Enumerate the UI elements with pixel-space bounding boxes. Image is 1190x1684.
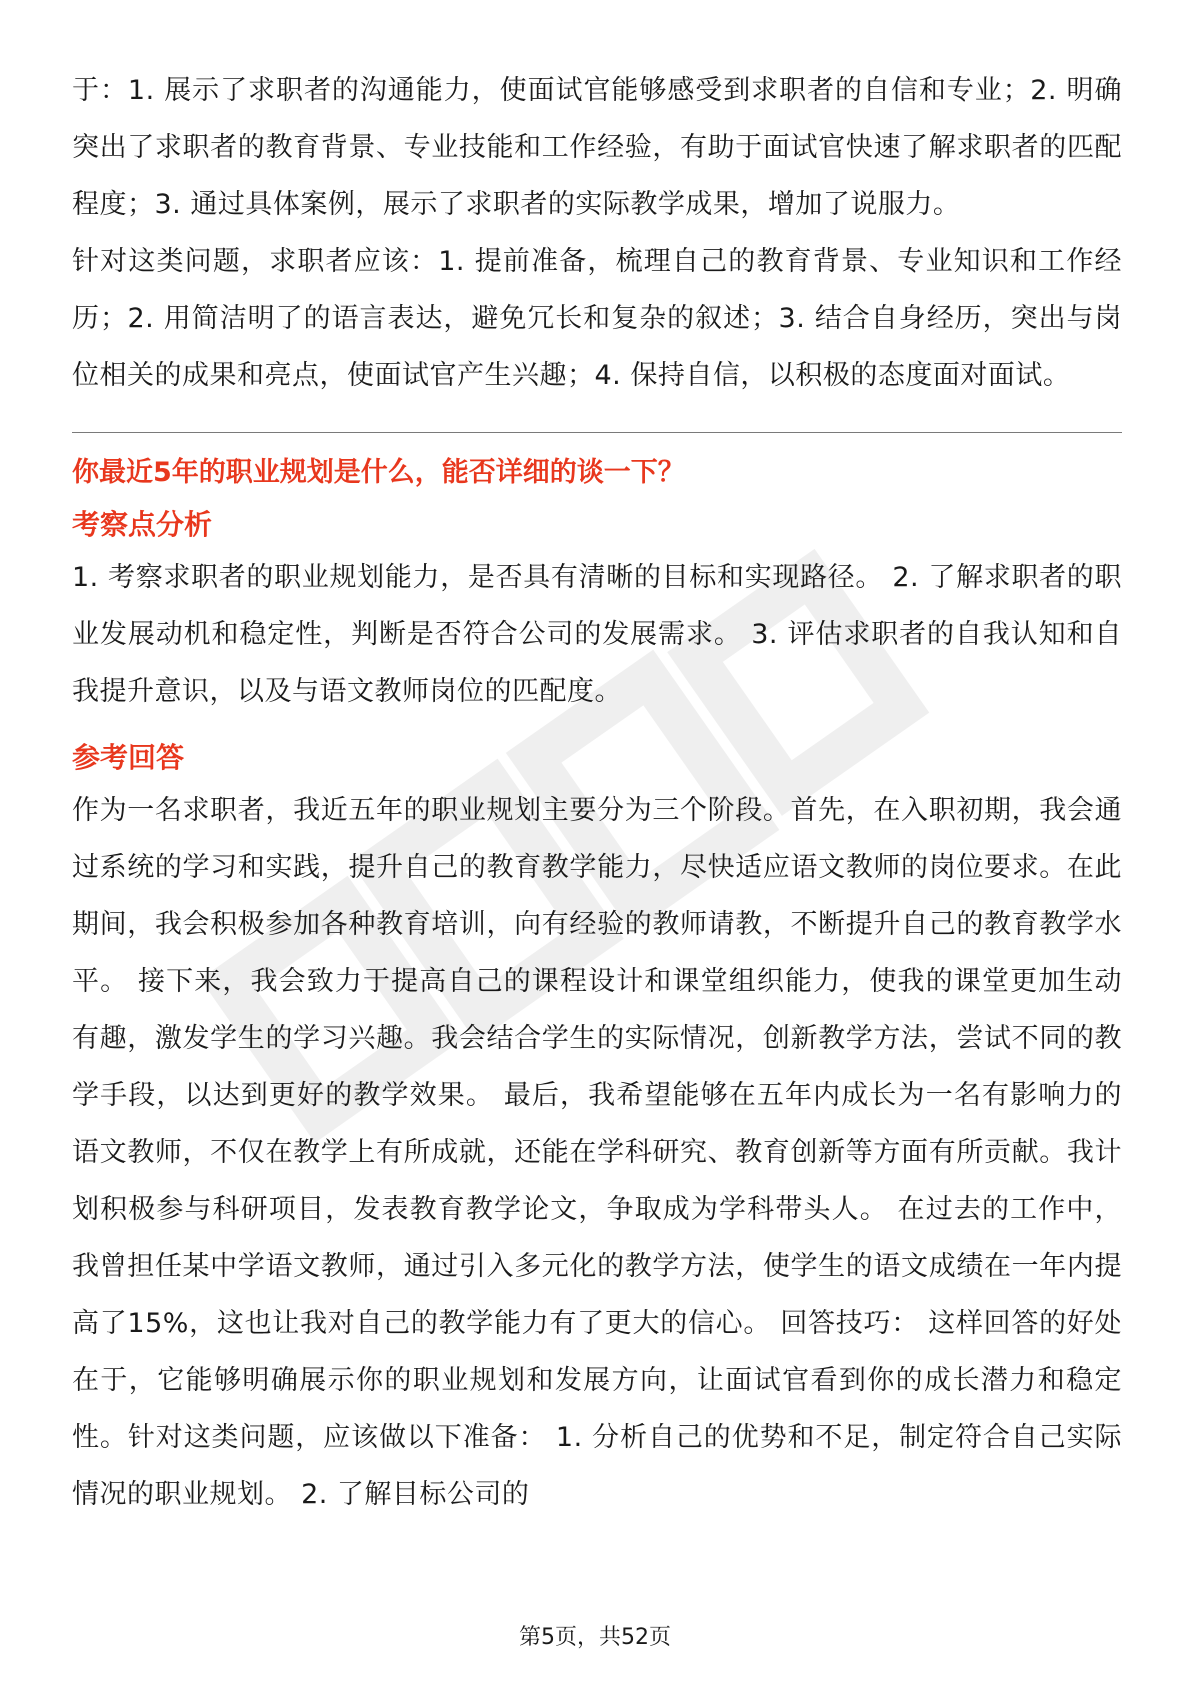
analysis-heading: 考察点分析 xyxy=(72,508,213,541)
section-divider xyxy=(72,432,1122,433)
document-page xyxy=(72,62,1122,1523)
section-gap xyxy=(72,720,1122,734)
answer-text: 作为一名求职者，我近五年的职业规划主要分为三个阶段。首先，在入职初期，我会通过系统的学习和实践，提升自己的教育教学能力，尽快适应语文教师的岗位要求。在此期间，我会积极参加各种教育培训，向有经验的教师请教，不断提升自己的教育教学水平。 接下来，我会致力于提高自己的课程设计和课堂组织能力，使我的课堂更加生动有趣，激发学生的学习兴趣。我会结合学生的实际情况，创新教学方法，尝试不同的教学手段，以达到更好的教学效果。 最后，我希望能够在五年内成长为一名有影响力的语文教师，不仅在教学上有所成就，还能在学科研究、教育创新等方面有所贡献。我计划积极参与科研项目，发表教育教学论文，争取成为学科带头人。 在过去的工作中，我曾担任某中学语文教师，通过引入多元化的教学方法，使学生的语文成绩在一年内提高了15%，这也让我对自己的教学能力有了更大的信心。 回答技巧： 这样回答的好处在于，它能够明确展示你的职业规划和发展方向，让面试官看到你的成长潜力和稳定性。针对这类问题，应该做以下准备： 1. 分析自己的优势和不足，制定符合自己实际情况的职业规划。 2. 了解目标公司的 xyxy=(72,795,1122,1510)
intro-paragraph-1: 于：1. 展示了求职者的沟通能力，使面试官能够感受到求职者的自信和专业；2. 明确突出了求职者的教育背景、专业技能和工作经验，有助于面试官快速了解求职者的匹配程度；3. 通过具体案例，展示了求职者的实际教学成果，增加了说服力。 xyxy=(72,75,1122,220)
answer-heading: 参考回答 xyxy=(72,741,185,774)
intro-paragraph-2: 针对这类问题，求职者应该：1. 提前准备，梳理自己的教育背景、专业知识和工作经历；2. 用简洁明了的语言表达，避免冗长和复杂的叙述；3. 结合自身经历，突出与岗位相关的成果和亮点，使面试官产生兴趣；4. 保持自信，以积极的态度面对面试。 xyxy=(72,246,1122,391)
page-footer: 第5页，共52页 xyxy=(519,1625,671,1650)
analysis-text: 1. 考察求职者的职业规划能力，是否具有清晰的目标和实现路径。 2. 了解求职者的职业发展动机和稳定性，判断是否符合公司的发展需求。 3. 评估求职者的自我认知和自我提升意识，以及与语文教师岗位的匹配度。 xyxy=(72,562,1122,707)
question-title: 你最近5年的职业规划是什么，能否详细的谈一下？ xyxy=(72,457,685,488)
